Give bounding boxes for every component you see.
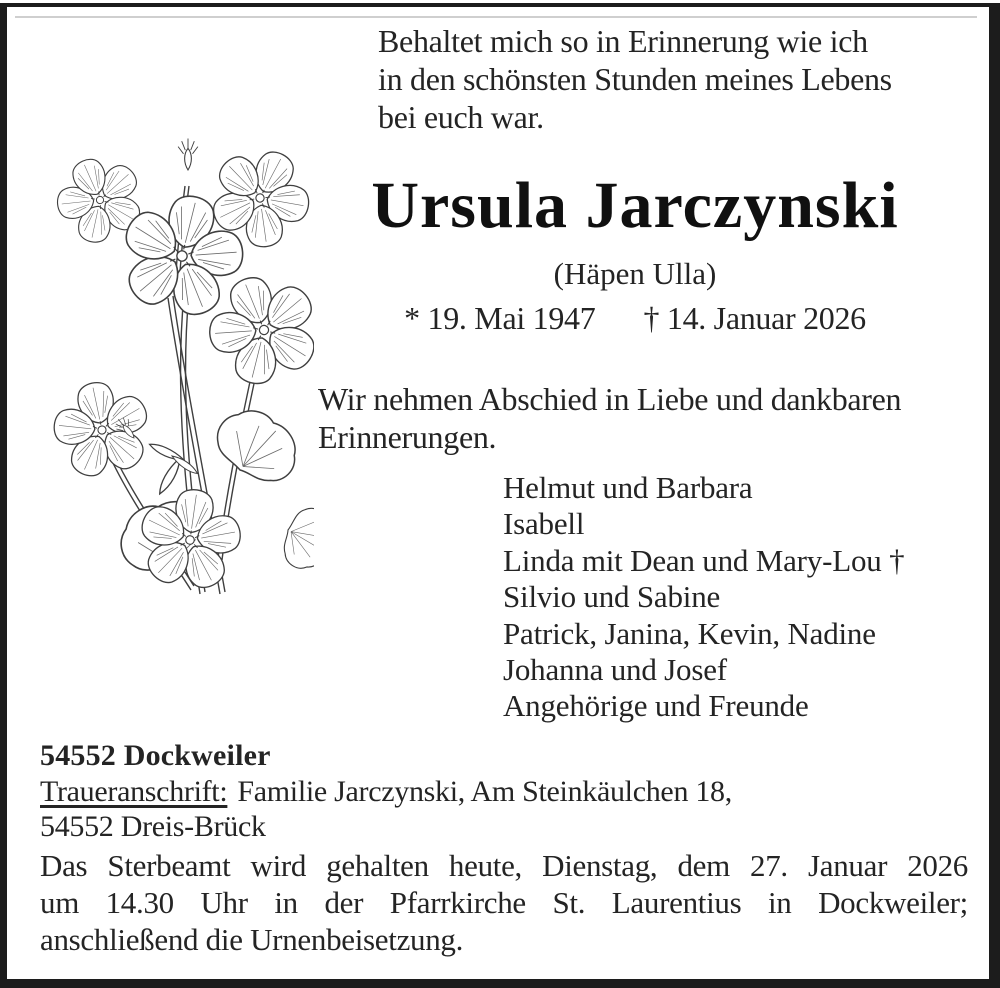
epitaph-line: Behaltet mich so in Erinnerung wie ich bbox=[378, 23, 868, 59]
death-date: † 14. Januar 2026 bbox=[643, 300, 866, 336]
mourner-line: Johanna und Josef bbox=[503, 652, 727, 688]
service-info bbox=[40, 847, 968, 958]
mourning-address-line bbox=[40, 774, 732, 810]
mourning-address-line2: 54552 Dreis-Brück bbox=[40, 810, 266, 843]
deceased-nickname: (Häpen Ulla) bbox=[553, 256, 717, 291]
mourner-line: Silvio und Sabine bbox=[503, 579, 721, 615]
mourner-line: Isabell bbox=[503, 506, 585, 542]
epitaph-line: in den schönsten Stunden meines Lebens bbox=[378, 61, 892, 97]
service-line: anschließend die Urnenbeisetzung. bbox=[40, 922, 464, 957]
life-dates bbox=[305, 298, 965, 338]
city-line: 54552 Dockweiler bbox=[40, 739, 271, 772]
epitaph-text bbox=[378, 22, 892, 136]
mourning-address-value: Familie Jarczynski, Am Steinkäulchen 18, bbox=[237, 775, 732, 808]
epitaph-line: bei euch war. bbox=[378, 99, 544, 135]
mourner-line: Linda mit Dean und Mary-Lou † bbox=[503, 542, 905, 578]
farewell-line: Wir nehmen Abschied in Liebe und dankbaren bbox=[318, 381, 902, 417]
mourner-line: Helmut und Barbara bbox=[503, 470, 753, 505]
farewell-line: Erinnerungen. bbox=[318, 419, 497, 455]
mourners-list bbox=[503, 470, 904, 725]
farewell-text bbox=[318, 380, 901, 456]
mourning-address-label: Traueranschrift: bbox=[40, 775, 228, 808]
geranium-flowers-icon bbox=[22, 138, 314, 604]
frame-inner-gray-line bbox=[15, 16, 977, 18]
deceased-name: Ursula Jarczynski bbox=[371, 169, 899, 242]
service-line: um 14.30 Uhr in der Pfarrkirche St. Laurentius in Dockweiler; bbox=[40, 885, 968, 920]
birth-date: * 19. Mai 1947 bbox=[404, 300, 596, 336]
mourner-line: Patrick, Janina, Kevin, Nadine bbox=[503, 615, 876, 651]
service-line: Das Sterbeamt wird gehalten heute, Dienstag, dem 27. Januar 2026 bbox=[40, 848, 968, 883]
mourner-line: Angehörige und Freunde bbox=[503, 688, 809, 724]
